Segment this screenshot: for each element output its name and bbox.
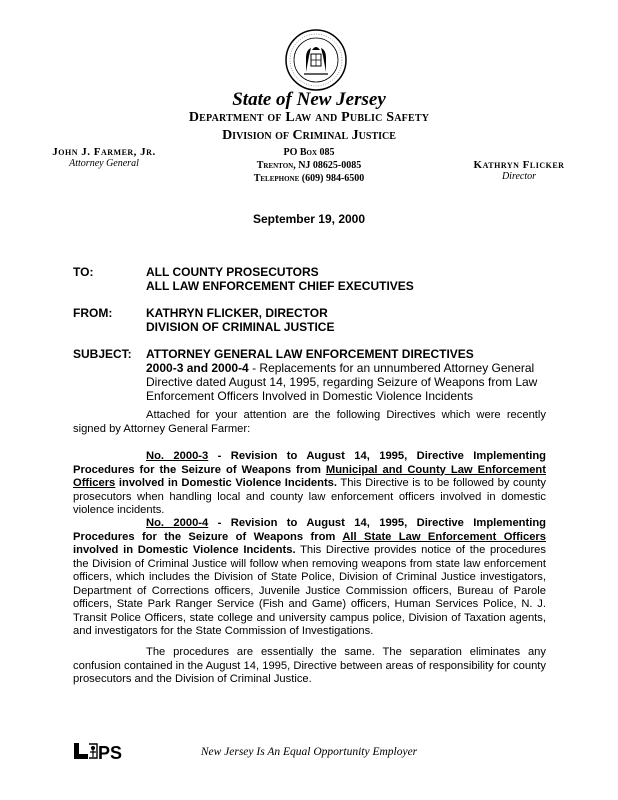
address-po-box: PO Box 085 xyxy=(283,147,335,158)
directive-2000-3-title-underlined: Municipal and County Law Enforcement Officers xyxy=(73,463,546,489)
from-line: KATHRYN FLICKER, DIRECTOR xyxy=(146,306,328,320)
footer-tagline: New Jersey Is An Equal Opportunity Employer xyxy=(200,746,418,758)
directive-2000-4-title: - Revision to August 14, 1995, Directive Implementing Procedures for the Seizure of Weapons from xyxy=(73,517,546,543)
directive-2000-4-paragraph xyxy=(73,517,546,639)
attorney-general-block xyxy=(34,146,174,169)
to-recipients xyxy=(146,265,414,293)
directive-2000-3-title-end: involved in Domestic Violence Incidents. xyxy=(115,477,338,489)
closing-paragraph xyxy=(73,646,546,687)
department-heading: Department of Law and Public Safety xyxy=(188,110,430,125)
from-sender xyxy=(146,306,334,334)
director-title: Director xyxy=(501,171,537,182)
closing-text: The procedures are essentially the same. The separation eliminates any confusion contained in the August 14, 1995, Directive between areas of responsibility for county prosecutors and the Division of Criminal Justice. xyxy=(73,646,546,685)
attorney-general-title: Attorney General xyxy=(69,158,139,169)
to-line: ALL LAW ENFORCEMENT CHIEF EXECUTIVES xyxy=(146,279,414,293)
subject-line xyxy=(146,361,537,375)
subject-directive-numbers: 2000-3 and 2000-4 xyxy=(146,361,249,375)
to-line: ALL COUNTY PROSECUTORS xyxy=(146,265,319,279)
subject-line: Directive dated August 14, 1995, regarding Seizure of Weapons from Law xyxy=(146,375,538,389)
subject-line-rest: - Replacements for an unnumbered Attorney General xyxy=(248,361,535,375)
to-label: TO: xyxy=(73,265,94,279)
state-seal-icon xyxy=(284,28,348,92)
division-heading: Division of Criminal Justice xyxy=(222,128,396,143)
directive-2000-4-title-end: involved in Domestic Violence Incidents. xyxy=(73,544,296,556)
directive-2000-3-text: This Directive is to be followed by county prosecutors when handling local and county law enforcement officers involved in domestic violence incidents. xyxy=(73,477,546,516)
intro-text: Attached for your attention are the following Directives which were recently signed by Attorney General Farmer: xyxy=(73,409,546,435)
intro-paragraph xyxy=(73,409,546,436)
directive-2000-3-number: No. 2000-3 xyxy=(146,450,209,462)
memo-date: September 19, 2000 xyxy=(252,212,366,226)
attorney-general-name: John J. Farmer, Jr. xyxy=(52,146,156,158)
lps-logo-text: PS xyxy=(98,743,123,762)
subject-title: ATTORNEY GENERAL LAW ENFORCEMENT DIRECTIVES xyxy=(146,347,474,361)
subject-text xyxy=(146,347,537,403)
directive-2000-4-title-underlined: All State Law Enforcement Officers xyxy=(342,530,546,543)
address-city: Trenton, NJ 08625-0085 xyxy=(256,160,362,171)
directive-2000-3-paragraph xyxy=(73,450,546,518)
subject-line: Enforcement Officers Involved in Domestic Violence Incidents xyxy=(146,389,474,403)
address-telephone: Telephone (609) 984-6500 xyxy=(253,173,365,184)
from-label: FROM: xyxy=(73,306,113,320)
directive-2000-3-title: - Revision to August 14, 1995, Directive Implementing Procedures for the Seizure of Weapons from xyxy=(73,450,546,476)
directive-2000-4-text: This Directive provides notice of the procedures the Division of Criminal Justice will follow when removing weapons from state law enforcement officers, which includes the Division of State Police, Division of Criminal Justice investigators, Department of Corrections officers, Juvenile Justice Commission officers, Bureau of Parole officers, State Park Ranger Service (Fish and Game) officers, Human Services Police, N. J. Transit Police Officers, state college and university campus police, Division of Taxation agents, and investigators for the State Commission of Investigations. xyxy=(73,544,546,637)
state-heading: State of New Jersey xyxy=(232,89,386,110)
directive-2000-4-number: No. 2000-4 xyxy=(146,517,209,529)
director-name: Kathryn Flicker xyxy=(473,159,565,171)
director-block xyxy=(458,159,580,182)
subject-label: SUBJECT: xyxy=(73,347,132,361)
from-line: DIVISION OF CRIMINAL JUSTICE xyxy=(146,320,335,334)
